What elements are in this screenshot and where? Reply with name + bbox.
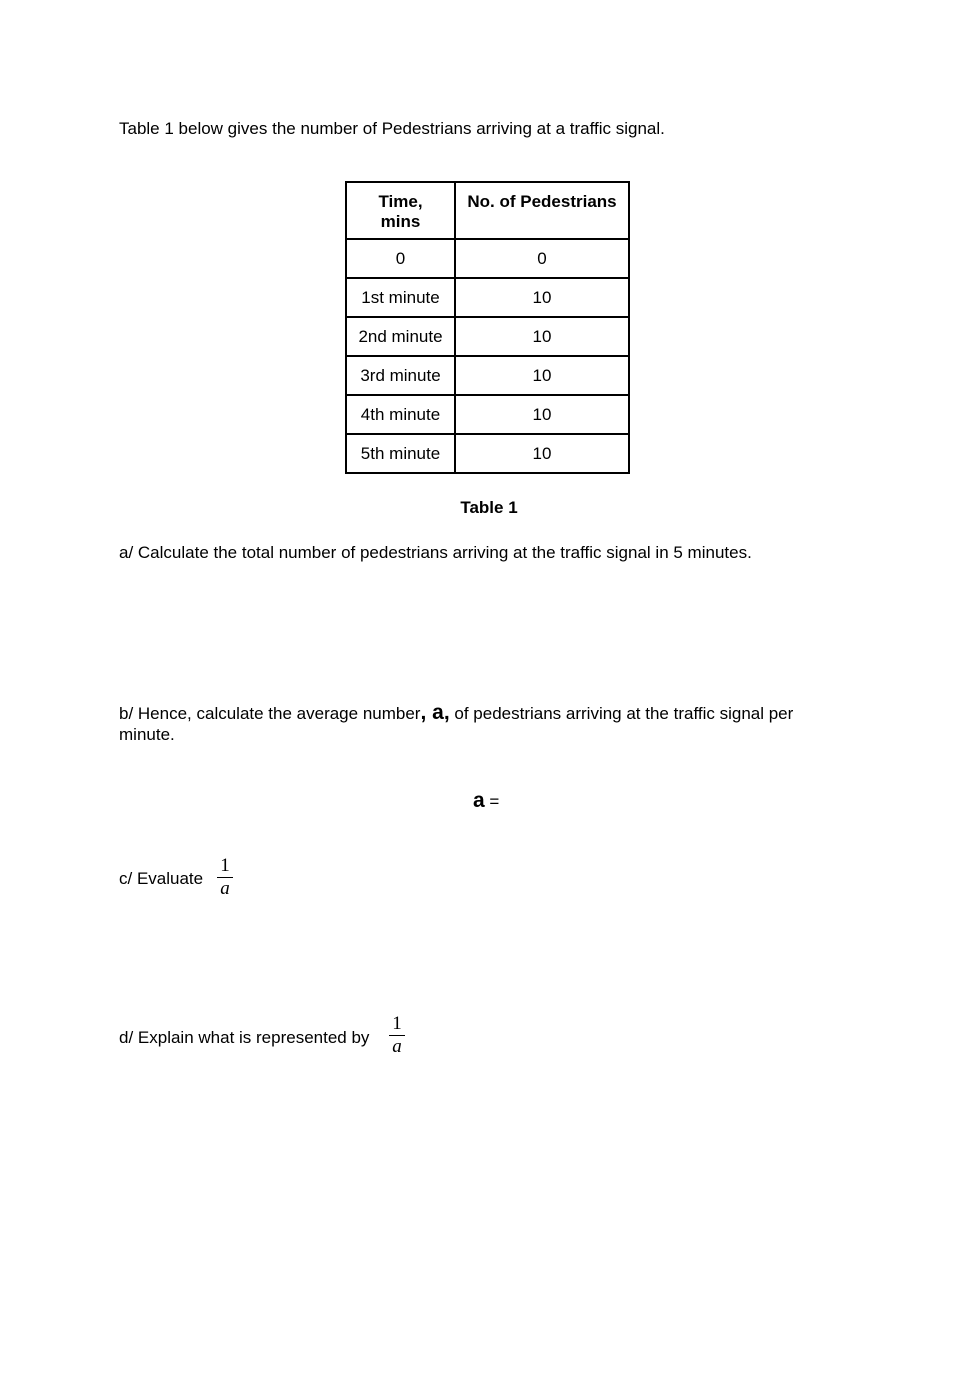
header-time-line1: Time, bbox=[378, 192, 423, 211]
cell-time: 4th minute bbox=[346, 395, 455, 434]
question-b-line2: minute. bbox=[119, 725, 175, 744]
fraction-one-over-a bbox=[217, 856, 233, 899]
header-time bbox=[346, 182, 455, 239]
question-b-part2: of pedestrians arriving at the traffic signal per bbox=[449, 704, 794, 723]
cell-time: 3rd minute bbox=[346, 356, 455, 395]
table-row bbox=[346, 434, 629, 473]
cell-time: 1st minute bbox=[346, 278, 455, 317]
cell-time: 5th minute bbox=[346, 434, 455, 473]
question-b bbox=[119, 702, 793, 725]
question-d: d/ Explain what is represented by bbox=[119, 1028, 370, 1047]
fraction-denominator: a bbox=[392, 1036, 402, 1057]
table-row bbox=[346, 278, 629, 317]
table-row bbox=[346, 317, 629, 356]
cell-count: 0 bbox=[455, 239, 629, 278]
question-b-variable: , a, bbox=[420, 701, 450, 724]
question-c: c/ Evaluate bbox=[119, 869, 204, 888]
header-time-line2: mins bbox=[380, 212, 421, 231]
table-row bbox=[346, 239, 629, 278]
answer-variable: a bbox=[473, 789, 485, 812]
question-a: a/ Calculate the total number of pedestrians arriving at the traffic signal in 5 minutes. bbox=[119, 543, 752, 562]
question-b-part1: b/ Hence, calculate the average number bbox=[119, 704, 421, 723]
fraction-denominator: a bbox=[220, 878, 230, 899]
cell-count: 10 bbox=[455, 356, 629, 395]
cell-time: 0 bbox=[346, 239, 455, 278]
cell-count: 10 bbox=[455, 434, 629, 473]
table-row bbox=[346, 395, 629, 434]
cell-count: 10 bbox=[455, 278, 629, 317]
answer-a-line bbox=[473, 788, 499, 815]
table-header-row bbox=[346, 182, 629, 239]
fraction-numerator: 1 bbox=[392, 1013, 402, 1034]
answer-equals: = bbox=[484, 792, 500, 811]
cell-time: 2nd minute bbox=[346, 317, 455, 356]
table-caption: Table 1 bbox=[460, 498, 518, 517]
pedestrians-table bbox=[345, 181, 630, 474]
cell-count: 10 bbox=[455, 395, 629, 434]
cell-count: 10 bbox=[455, 317, 629, 356]
header-pedestrians: No. of Pedestrians bbox=[455, 182, 629, 239]
table-row bbox=[346, 356, 629, 395]
intro-text: Table 1 below gives the number of Pedestrians arriving at a traffic signal. bbox=[119, 119, 665, 138]
fraction-one-over-a bbox=[389, 1014, 405, 1057]
fraction-numerator: 1 bbox=[220, 855, 230, 876]
